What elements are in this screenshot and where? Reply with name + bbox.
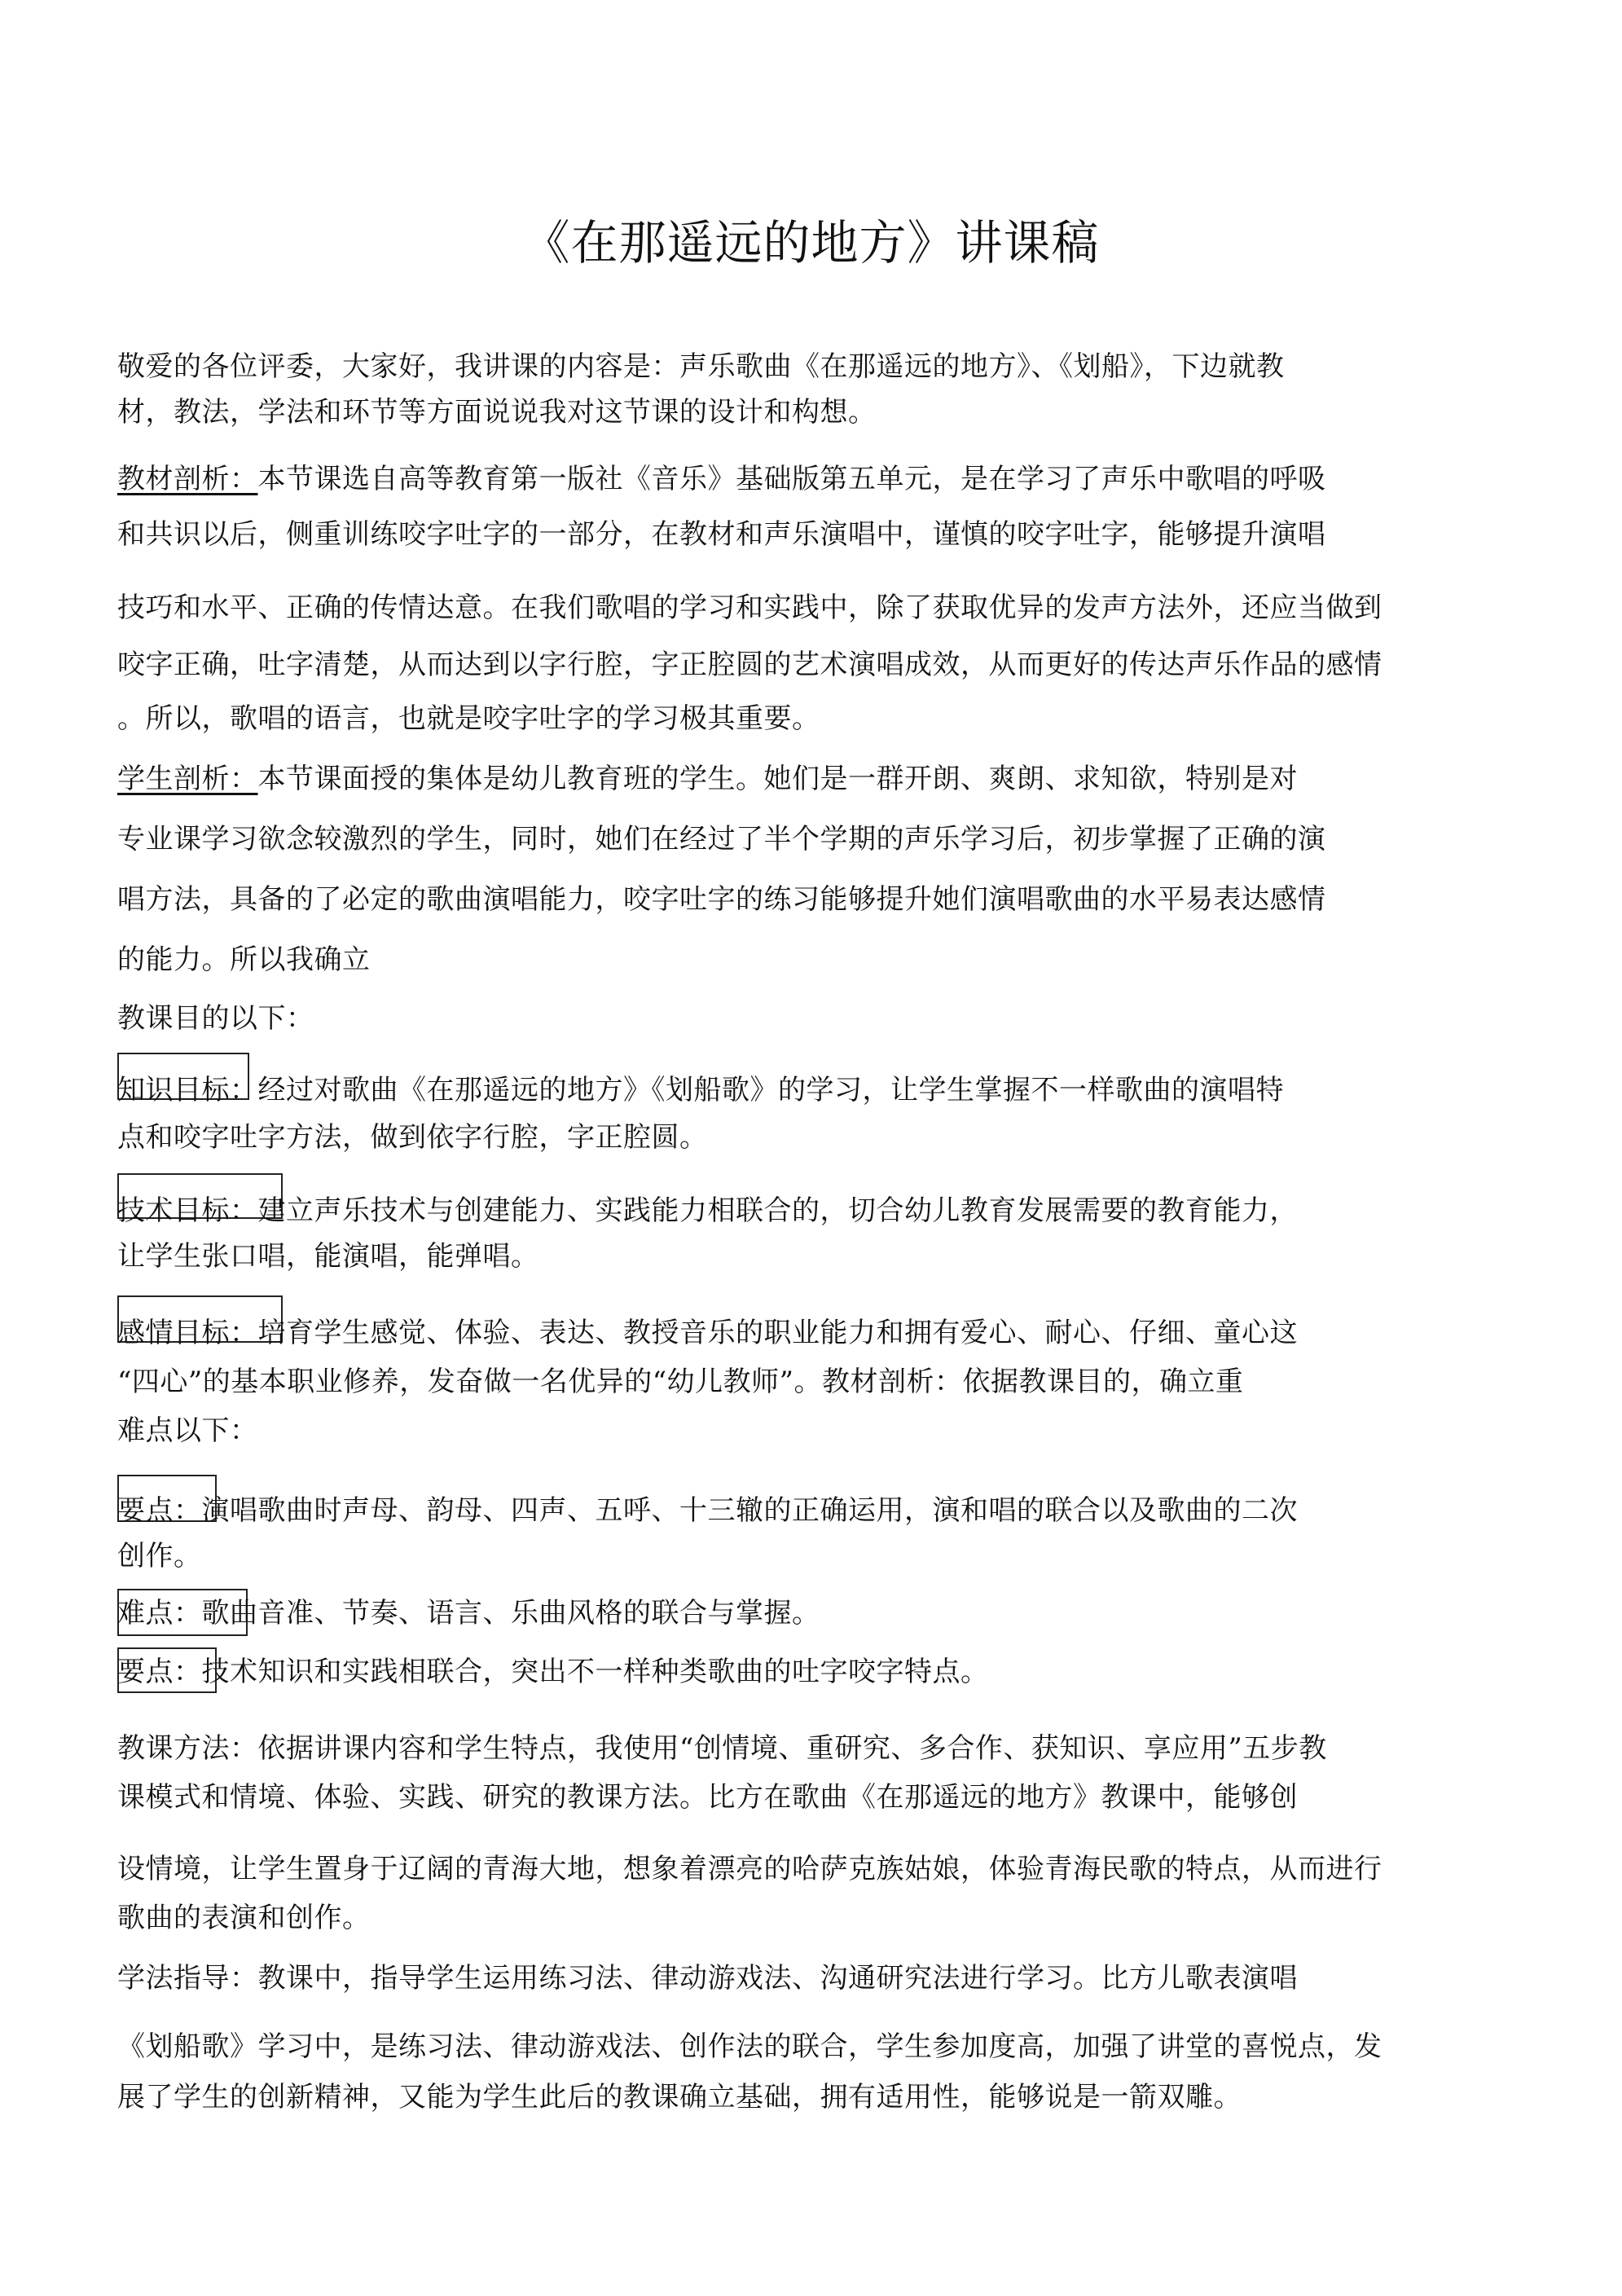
study-line: 学法指导：教课中，指导学生运用练习法、律动游戏法、沟通研究法进行学习。比方儿歌表演唱 — [117, 1962, 1298, 1995]
difficulty-line — [117, 1592, 820, 1634]
key-point-2-label: 要点： — [117, 1656, 202, 1688]
intro-line: 材，教法，学法和环节等方面说说我对这节课的设计和构想。 — [117, 396, 877, 429]
emotion-line — [117, 1312, 1298, 1354]
skill-text: 建立声乐技术与创建能力、实践能力相联合的，切合幼儿教育发展需要的教育能力， — [257, 1194, 1298, 1227]
emotion-line: 难点以下： — [117, 1414, 258, 1447]
key-point-text: 演唱歌曲时声母、韵母、四声、五呼、十三辙的正确运用，演和唱的联合以及歌曲的二次 — [201, 1494, 1298, 1527]
intro-line: 敬爱的各位评委，大家好，我讲课的内容是：声乐歌曲《在那遥远的地方》、《划船》，下边就教 — [117, 350, 1285, 383]
page-title: 《在那遥远的地方》讲课稿 — [522, 215, 1100, 271]
skill-label: 技术目标： — [117, 1194, 258, 1227]
difficulty-text: 歌曲音准、节奏、语言、乐曲风格的联合与掌握。 — [201, 1597, 820, 1630]
student-text: 本节课面授的集体是幼儿教育班的学生。她们是一群开朗、爽朗、求知欲，特别是对 — [257, 763, 1298, 795]
material-paragraph-line: 。所以，歌唱的语言，也就是咬字吐字的学习极其重要。 — [117, 702, 820, 735]
student-label: 学生剖析： — [117, 763, 258, 795]
student-paragraph-line: 唱方法，具备的了必定的歌曲演唱能力，咬字吐字的练习能够提升她们演唱歌曲的水平易表达感情 — [117, 883, 1326, 916]
key-point-2-text: 技术知识和实践相联合，突出不一样种类歌曲的吐字咬字特点。 — [201, 1656, 989, 1688]
study-line: 《划船歌》学习中，是练习法、律动游戏法、创作法的联合，学生参加度高，加强了讲堂的喜悦点，发 — [117, 2030, 1382, 2063]
student-paragraph-line — [117, 758, 1298, 800]
material-paragraph-line: 技巧和水平、正确的传情达意。在我们歌唱的学习和实践中，除了获取优异的发声方法外，还应当做到 — [117, 592, 1382, 624]
skill-line — [117, 1190, 1298, 1232]
knowledge-text: 经过对歌曲《在那遥远的地方》《划船歌》的学习，让学生掌握不一样歌曲的演唱特 — [257, 1074, 1284, 1106]
key-point-line — [117, 1489, 1298, 1532]
emotion-label: 感情目标： — [117, 1317, 258, 1349]
method-line: 课模式和情境、体验、实践、研究的教课方法。比方在歌曲《在那遥远的地方》教课中，能够创 — [117, 1781, 1298, 1814]
skill-line: 让学生张口唱，能演唱，能弹唱。 — [117, 1240, 539, 1273]
study-line: 展了学生的创新精神，又能为学生此后的教课确立基础，拥有适用性，能够说是一箭双雕。 — [117, 2081, 1242, 2113]
knowledge-label: 知识目标： — [117, 1074, 258, 1106]
emotion-line: “四心”的基本职业修养，发奋做一名优异的“幼儿教师”。教材剖析：依据教课目的，确立重 — [117, 1366, 1244, 1398]
material-label: 教材剖析： — [117, 463, 258, 495]
knowledge-line — [117, 1069, 1284, 1111]
material-paragraph-line — [117, 458, 1326, 500]
key-point-2-line — [117, 1651, 989, 1693]
student-paragraph-line: 专业课学习欲念较激烈的学生，同时，她们在经过了半个学期的声乐学习后，初步掌握了正确的演 — [117, 823, 1326, 856]
knowledge-line: 点和咬字吐字方法，做到依字行腔，字正腔圆。 — [117, 1121, 708, 1154]
key-point-line: 创作。 — [117, 1540, 202, 1572]
method-line: 教课方法：依据讲课内容和学生特点，我使用“创情境、重研究、多合作、获知识、享应用”五步教 — [117, 1732, 1327, 1765]
material-paragraph-line: 和共识以后，侧重训练咬字吐字的一部分，在教材和声乐演唱中，谨慎的咬字吐字，能够提升演唱 — [117, 518, 1326, 551]
student-paragraph-line: 教课目的以下： — [117, 1002, 314, 1035]
method-line: 歌曲的表演和创作。 — [117, 1902, 371, 1934]
material-text: 本节课选自高等教育第一版社《音乐》基础版第五单元，是在学习了声乐中歌唱的呼吸 — [257, 463, 1326, 495]
emotion-text: 培育学生感觉、体验、表达、教授音乐的职业能力和拥有爱心、耐心、仔细、童心这 — [257, 1317, 1298, 1349]
material-paragraph-line: 咬字正确，吐字清楚，从而达到以字行腔，字正腔圆的艺术演唱成效，从而更好的传达声乐作品的感情 — [117, 649, 1382, 681]
method-line: 设情境，让学生置身于辽阔的青海大地，想象着漂亮的哈萨克族姑娘，体验青海民歌的特点，从而进行 — [117, 1853, 1382, 1885]
difficulty-label: 难点： — [117, 1597, 202, 1630]
student-paragraph-line: 的能力。所以我确立 — [117, 943, 371, 976]
key-point-label: 要点： — [117, 1494, 202, 1527]
